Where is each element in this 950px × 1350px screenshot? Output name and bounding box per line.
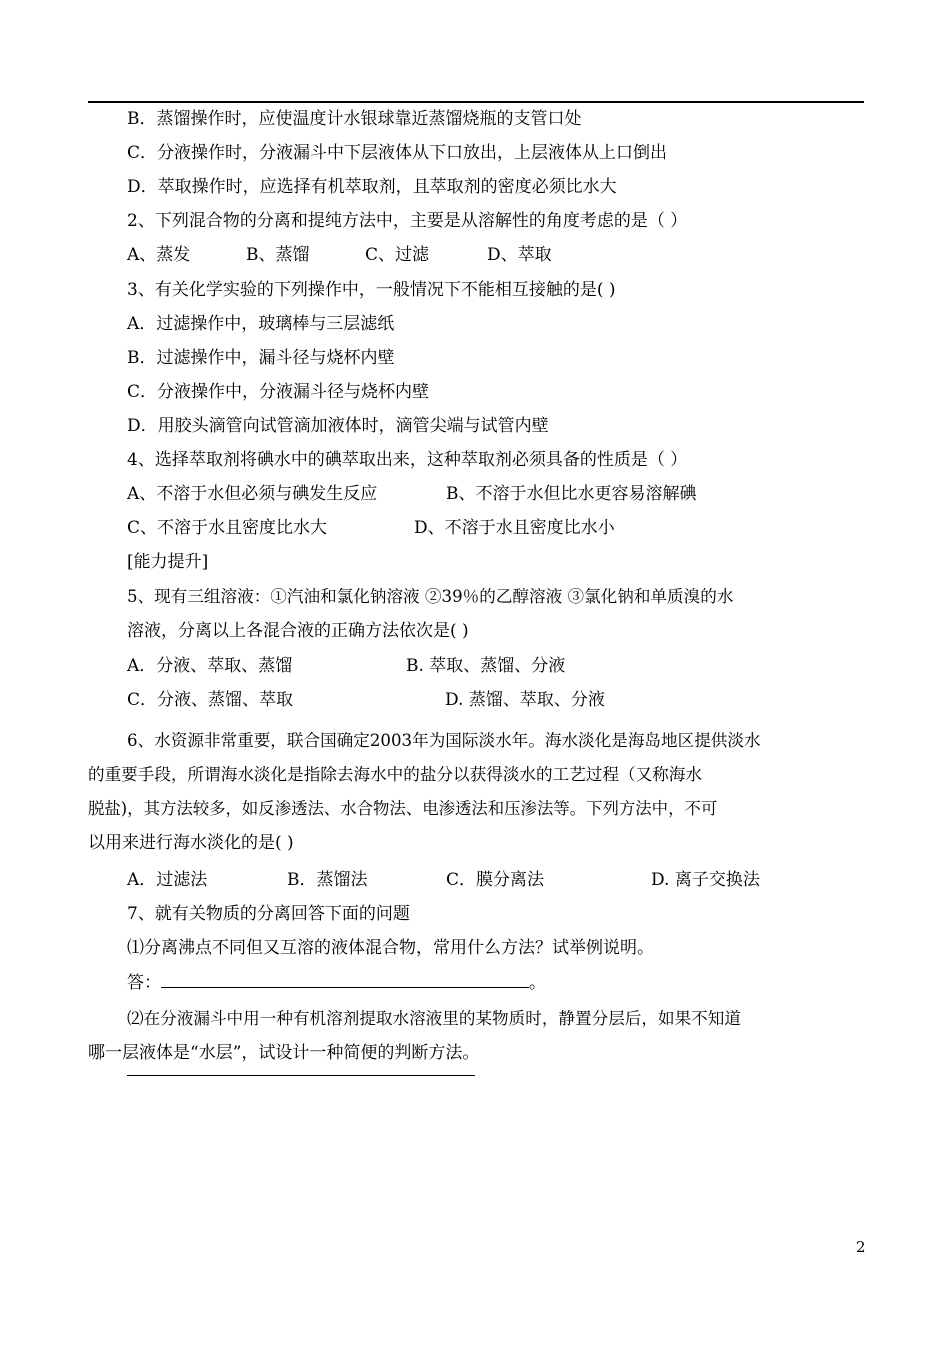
header-rule bbox=[88, 101, 864, 103]
q4-option-b: B、不溶于水但比水更容易溶解碘 bbox=[446, 484, 697, 504]
q6-option-d: D. 离子交换法 bbox=[651, 870, 760, 890]
q5-stem-line1: 5、现有三组溶液：①汽油和氯化钠溶液 ②39％的乙醇溶液 ③氯化钠和单质溴的水 bbox=[127, 587, 734, 606]
q5-option-a: A．分液、萃取、蒸馏 bbox=[127, 656, 293, 676]
q2-stem: 2、下列混合物的分离和提纯方法中，主要是从溶解性的角度考虑的是（ ） bbox=[127, 211, 688, 231]
q7-sub2-answer-blank[interactable] bbox=[127, 1075, 475, 1076]
q6-option-a: A．过滤法 bbox=[127, 870, 208, 890]
q7-stem: 7、就有关物质的分离回答下面的问题 bbox=[127, 904, 410, 924]
q5-option-d: D. 蒸馏、萃取、分液 bbox=[445, 690, 605, 710]
q5-stem-line2: 溶液，分离以上各混合液的正确方法依次是( ) bbox=[127, 621, 469, 641]
q3-stem: 3、有关化学实验的下列操作中，一般情况下不能相互接触的是( ) bbox=[127, 280, 616, 300]
q2-option-a: A、蒸发 bbox=[127, 245, 191, 265]
q3-option-c: C．分液操作中，分液漏斗径与烧杯内壁 bbox=[127, 382, 430, 402]
q2-option-b: B、蒸馏 bbox=[246, 245, 310, 265]
q1-option-b: B．蒸馏操作时，应使温度计水银球靠近蒸馏烧瓶的支管口处 bbox=[127, 109, 582, 129]
q4-option-c: C、不溶于水且密度比水大 bbox=[127, 518, 328, 538]
q7-answer-end: 。 bbox=[529, 973, 546, 993]
q6-option-b: B．蒸馏法 bbox=[287, 870, 368, 890]
q6-stem-line1: 6、水资源非常重要，联合国确定2003年为国际淡水年。海水淡化是海岛地区提供淡水 bbox=[127, 731, 761, 750]
q3-option-a: A．过滤操作中，玻璃棒与三层滤纸 bbox=[127, 314, 395, 334]
q2-option-c: C、过滤 bbox=[365, 245, 430, 265]
q7-answer-blank[interactable] bbox=[161, 971, 529, 988]
q1-option-d: D．萃取操作时，应选择有机萃取剂，且萃取剂的密度必须比水大 bbox=[127, 177, 617, 197]
q6-stem-line2: 的重要手段，所谓海水淡化是指除去海水中的盐分以获得淡水的工艺过程（又称海水 bbox=[88, 765, 702, 784]
q5-option-b: B. 萃取、蒸馏、分液 bbox=[406, 656, 566, 676]
q4-option-a: A、不溶于水但必须与碘发生反应 bbox=[127, 484, 378, 504]
q7-sub2-line2: 哪一层液体是“水层”，试设计一种简便的判断方法。 bbox=[88, 1043, 480, 1063]
q2-option-d: D、萃取 bbox=[487, 245, 552, 265]
q5-option-c: C．分液、蒸馏、萃取 bbox=[127, 690, 294, 710]
page-number: 2 bbox=[856, 1238, 866, 1256]
q7-answer-label: 答： bbox=[127, 973, 161, 993]
q6-stem-line4: 以用来进行海水淡化的是( ) bbox=[88, 833, 294, 853]
q6-option-c: C．膜分离法 bbox=[446, 870, 545, 890]
q1-option-c: C．分液操作时，分液漏斗中下层液体从下口放出，上层液体从上口倒出 bbox=[127, 143, 668, 163]
q3-option-b: B．过滤操作中，漏斗径与烧杯内壁 bbox=[127, 348, 395, 368]
q6-stem-line3: 脱盐)，其方法较多，如反渗透法、水合物法、电渗透法和压渗法等。下列方法中，不可 bbox=[88, 799, 718, 818]
q7-sub1: ⑴分离沸点不同但又互溶的液体混合物，常用什么方法？试举例说明。 bbox=[127, 938, 654, 958]
section-heading: [能力提升] bbox=[127, 552, 209, 572]
q4-option-d: D、不溶于水且密度比水小 bbox=[414, 518, 615, 538]
q7-answer-line bbox=[127, 971, 546, 994]
q4-stem: 4、选择萃取剂将碘水中的碘萃取出来，这种萃取剂必须具备的性质是（ ） bbox=[127, 450, 688, 470]
q7-sub2-line1: ⑵在分液漏斗中用一种有机溶剂提取水溶液里的某物质时，静置分层后，如果不知道 bbox=[127, 1009, 741, 1028]
q3-option-d: D．用胶头滴管向试管滴加液体时，滴管尖端与试管内壁 bbox=[127, 416, 549, 436]
